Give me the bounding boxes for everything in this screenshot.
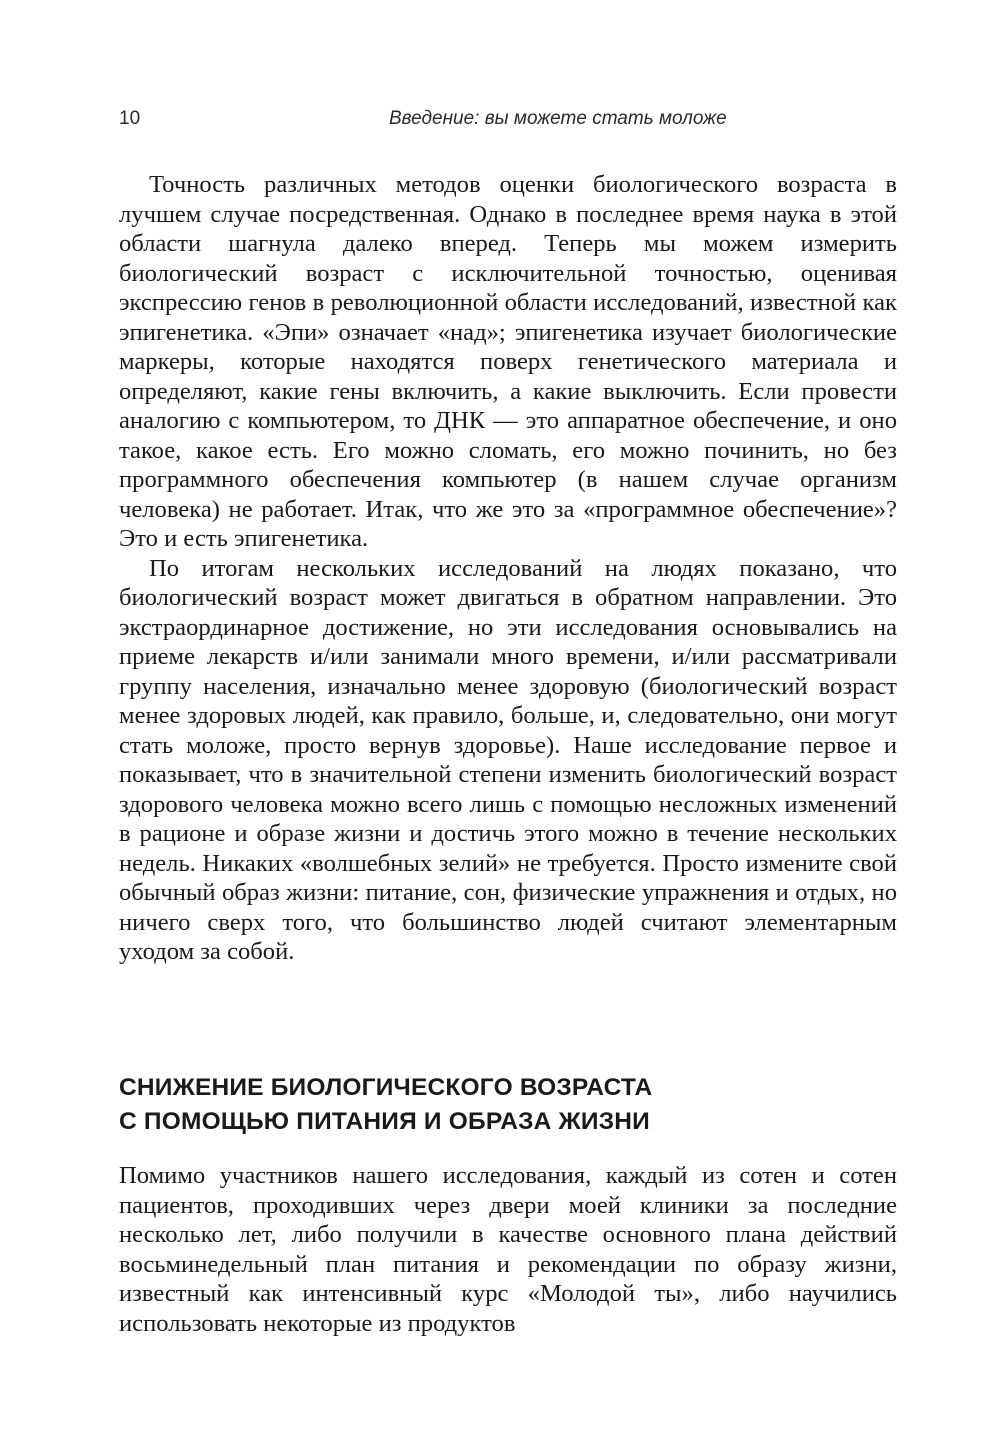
paragraph-patients: Помимо участников нашего исследования, каждый из сотен и сотен пациентов, проходивших через двери моей клиники за последние несколько лет, либо получили в качестве основного плана действий восьминедельный план питания и рекомендации по образу жизни, известный как интенсивный курс «Молодой ты», либо научились использовать некоторые из продуктов (119, 1162, 897, 1337)
section-heading (119, 1071, 897, 1139)
running-head (119, 108, 895, 138)
section-text-block (119, 1161, 897, 1338)
section-heading-line-2: С ПОМОЩЬЮ ПИТАНИЯ И ОБРАЗА ЖИЗНИ (119, 1108, 650, 1135)
paragraph-research: По итогам нескольких исследований на людях показано, что биологический возраст может двигаться в обратном направлении. Это экстраординарное достижение, но эти исследования основывались на приеме лекарств и/или занимали много времени, и/или рассматривали группу населения, изначально менее здоровую (биологический возраст менее здоровых людей, как правило, больше, и, следовательно, они могут стать моложе, просто вернув здоровье). Наше исследование первое и показывает, что в значительной степени изменить биологический возраст здорового человека можно всего лишь с помощью несложных изменений в рационе и образе жизни и достичь этого можно в течение нескольких недель. Никаких «волшебных зелий» не требуется. Просто измените свой обычный образ жизни: питание, сон, физические упражнения и отдых, но ничего сверх того, что большинство людей считают элементарным уходом за собой. (119, 554, 897, 965)
chapter-title: Введение: вы можете стать моложе (389, 108, 727, 129)
section-heading-line-1: СНИЖЕНИЕ БИОЛОГИЧЕСКОГО ВОЗРАСТА (119, 1074, 653, 1101)
paragraph-epigenetics: Точность различных методов оценки биологического возраста в лучшем случае посредственная. Однако в последнее время наука в этой области шагнула далеко вперед. Теперь мы можем измерить биологический возраст с исключительной точностью, оценивая экспрессию генов в революционной области исследований, известной как эпигенетика. «Эпи» означает «над»; эпигенетика изучает биологические маркеры, которые находятся поверх генетического материала и определяют, какие гены включить, а какие выключить. Если провести аналогию с компьютером, то ДНК — это аппаратное обеспечение, и оно такое, какое есть. Его можно сломать, его можно починить, но без программного обеспечения компьютер (в нашем случае организм человека) не работает. Итак, что же это за «программное обеспечение»? Это и есть эпигенетика. (119, 171, 897, 552)
page-number: 10 (119, 108, 141, 129)
intro-text-block (119, 170, 897, 967)
